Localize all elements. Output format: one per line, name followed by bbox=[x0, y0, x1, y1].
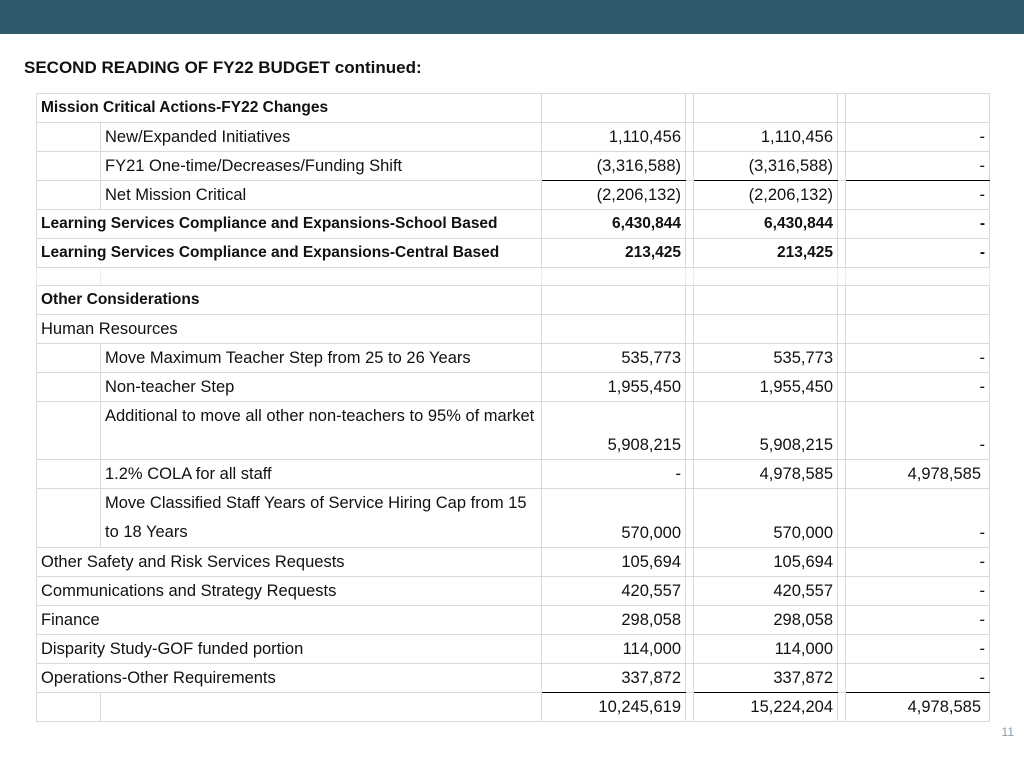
budget-table bbox=[36, 93, 990, 722]
table-row bbox=[37, 548, 990, 577]
row-label: Net Mission Critical bbox=[101, 181, 542, 210]
total-col2: 15,224,204 bbox=[694, 693, 838, 722]
value-col1: (3,316,588) bbox=[542, 152, 686, 181]
table-row bbox=[37, 489, 990, 548]
value-col3: - bbox=[846, 152, 990, 181]
value-col3: - bbox=[846, 181, 990, 210]
value-col1: 420,557 bbox=[542, 577, 686, 606]
table-row bbox=[37, 286, 990, 315]
value-col3: - bbox=[846, 210, 990, 239]
table-row bbox=[37, 606, 990, 635]
table-row bbox=[37, 344, 990, 373]
row-label: Learning Services Compliance and Expansions-School Based bbox=[37, 210, 542, 239]
value-col2: 114,000 bbox=[694, 635, 838, 664]
total-col3: 4,978,585 bbox=[846, 693, 990, 722]
table-row bbox=[37, 181, 990, 210]
value-col2: (2,206,132) bbox=[694, 181, 838, 210]
table-row bbox=[37, 94, 990, 123]
value-col1: (2,206,132) bbox=[542, 181, 686, 210]
value-col1: 5,908,215 bbox=[542, 402, 686, 460]
table-row bbox=[37, 152, 990, 181]
total-col1: 10,245,619 bbox=[542, 693, 686, 722]
row-label: Operations-Other Requirements bbox=[37, 664, 542, 693]
value-col1: 535,773 bbox=[542, 344, 686, 373]
section-title-other: Other Considerations bbox=[37, 286, 542, 315]
table-row bbox=[37, 373, 990, 402]
value-col3: - bbox=[846, 123, 990, 152]
value-col2: (3,316,588) bbox=[694, 152, 838, 181]
value-col3: - bbox=[846, 548, 990, 577]
value-col2: 420,557 bbox=[694, 577, 838, 606]
table-row bbox=[37, 123, 990, 152]
table-row bbox=[37, 210, 990, 239]
value-col3: - bbox=[846, 577, 990, 606]
value-col1: 114,000 bbox=[542, 635, 686, 664]
value-col1: 337,872 bbox=[542, 664, 686, 693]
total-row bbox=[37, 693, 990, 722]
row-label: Finance bbox=[37, 606, 542, 635]
table-row bbox=[37, 315, 990, 344]
value-col1: 1,110,456 bbox=[542, 123, 686, 152]
value-col3: - bbox=[846, 373, 990, 402]
value-col3: - bbox=[846, 606, 990, 635]
row-label: New/Expanded Initiatives bbox=[101, 123, 542, 152]
table-row bbox=[37, 635, 990, 664]
value-col2: 1,955,450 bbox=[694, 373, 838, 402]
top-banner bbox=[0, 0, 1024, 34]
row-label: Non-teacher Step bbox=[101, 373, 542, 402]
table-row bbox=[37, 664, 990, 693]
row-label: Learning Services Compliance and Expansions-Central Based bbox=[37, 239, 542, 268]
table-row bbox=[37, 460, 990, 489]
value-col2: 1,110,456 bbox=[694, 123, 838, 152]
row-label: 1.2% COLA for all staff bbox=[101, 460, 542, 489]
row-label: Disparity Study-GOF funded portion bbox=[37, 635, 542, 664]
value-col2: 298,058 bbox=[694, 606, 838, 635]
value-col3: - bbox=[846, 402, 990, 460]
value-col2: 105,694 bbox=[694, 548, 838, 577]
value-col3: 4,978,585 bbox=[846, 460, 990, 489]
table-row bbox=[37, 402, 990, 460]
value-col3: - bbox=[846, 344, 990, 373]
table-row bbox=[37, 577, 990, 606]
row-label: Move Maximum Teacher Step from 25 to 26 Years bbox=[101, 344, 542, 373]
value-col2: 337,872 bbox=[694, 664, 838, 693]
value-col2: 535,773 bbox=[694, 344, 838, 373]
value-col1: 6,430,844 bbox=[542, 210, 686, 239]
table-row bbox=[37, 239, 990, 268]
value-col2: 4,978,585 bbox=[694, 460, 838, 489]
row-label: FY21 One-time/Decreases/Funding Shift bbox=[101, 152, 542, 181]
value-col1: 105,694 bbox=[542, 548, 686, 577]
page-title: SECOND READING OF FY22 BUDGET continued: bbox=[24, 58, 422, 77]
row-label: Additional to move all other non-teachers to 95% of market bbox=[101, 402, 542, 460]
section-title-mission: Mission Critical Actions-FY22 Changes bbox=[37, 94, 542, 123]
value-col3: - bbox=[846, 635, 990, 664]
row-label: Communications and Strategy Requests bbox=[37, 577, 542, 606]
value-col3: - bbox=[846, 664, 990, 693]
value-col1: 298,058 bbox=[542, 606, 686, 635]
value-col2: 213,425 bbox=[694, 239, 838, 268]
value-col2: 570,000 bbox=[694, 489, 838, 548]
value-col3: - bbox=[846, 239, 990, 268]
value-col2: 5,908,215 bbox=[694, 402, 838, 460]
spacer-row bbox=[37, 268, 990, 286]
subsection-title-hr: Human Resources bbox=[37, 315, 542, 344]
value-col1: - bbox=[542, 460, 686, 489]
value-col1: 570,000 bbox=[542, 489, 686, 548]
value-col1: 1,955,450 bbox=[542, 373, 686, 402]
row-label: Other Safety and Risk Services Requests bbox=[37, 548, 542, 577]
value-col1: 213,425 bbox=[542, 239, 686, 268]
row-label: Move Classified Staff Years of Service Hiring Cap from 15 to 18 Years bbox=[101, 489, 542, 548]
value-col2: 6,430,844 bbox=[694, 210, 838, 239]
slide-number: 11 bbox=[1001, 725, 1014, 739]
value-col3: - bbox=[846, 489, 990, 548]
